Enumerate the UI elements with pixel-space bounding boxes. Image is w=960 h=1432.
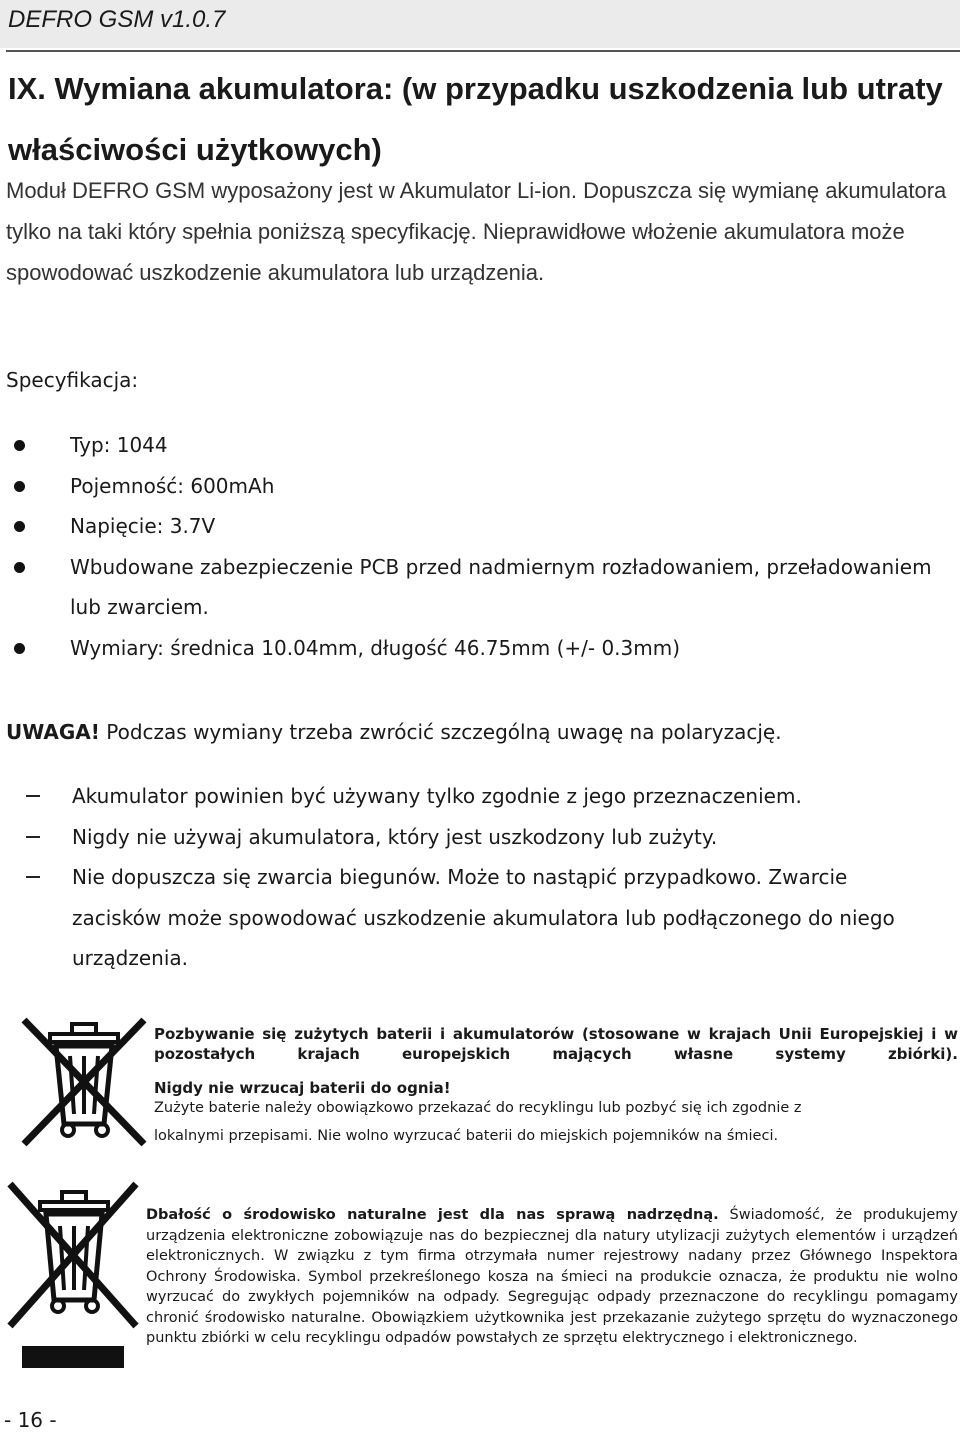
spec-list <box>0 425 960 668</box>
bullet-icon <box>14 643 25 654</box>
dash-icon <box>26 876 40 878</box>
fire-warning: Nigdy nie wrzucaj baterii do ognia! <box>154 1079 451 1097</box>
intro-paragraph: Moduł DEFRO GSM wyposażony jest w Akumulator Li-ion. Dopuszcza się wymianę akumulatora tylko na taki który spełnia poniższą specyfikację. Nieprawidłowe włożenie akumulatora może spowodować uszkodzenie akumulatora lub urządzenia. <box>6 178 947 285</box>
disposal-heading: Pozbywanie się zużytych baterii i akumulatorów (stosowane w krajach Unii Europejskiej i w pozostałych krajach europejskich mających własne systemy zbiórki). <box>154 1025 958 1063</box>
environment-text: Świadomość, że produkujemy urządzenia elektroniczne zobowiązuje nas do bezpiecznej dla natury utylizacji zużytych elementów i urządzeń elektronicznych. W związku z tym firma otrzymała numer rejestrowy nadany przez Głównego Inspektora Ochrony Środowiska. Symbol przekreślonego kosza na śmieci na produkcie oznacza, że produktu nie wolno wyrzucać do zwykłych pojemników na odpady. Segregując odpady przeznaczone do recyklingu pomagamy chronić środowisko naturalne. Obowiązkiem użytkownika jest przekazanie zużytego sprzętu do wyznaczonego punktu zbiórki w celu recyklingu odpadów powstałych ze sprzętu elektrycznego i elektronicznego. <box>146 1207 958 1346</box>
spec-item <box>0 547 940 628</box>
page-number: - 16 - <box>4 1408 57 1432</box>
spec-item-text: Wbudowane zabezpieczenie PCB przed nadmiernym rozładowaniem, przeładowaniem lub zwarciem. <box>70 554 932 619</box>
warning-text: Podczas wymiany trzeba zwrócić szczególną uwagę na polaryzację. <box>99 720 782 744</box>
environment-heading: Dbałość o środowisko naturalne jest dla nas sprawą nadrzędną. <box>146 1207 719 1223</box>
disposal-text-line-1: Zużyte baterie należy obowiązkowo przekazać do recyklingu lub pozbyć się ich zgodnie z <box>154 1100 802 1116</box>
spec-item-text: Pojemność: 600mAh <box>70 473 275 498</box>
spec-label: Specyfikacja: <box>6 368 139 392</box>
warning-paragraph <box>6 712 956 752</box>
bullet-icon <box>14 521 25 532</box>
spec-item <box>0 425 940 466</box>
warning-label: UWAGA! <box>6 720 100 744</box>
header-bar <box>0 0 960 48</box>
caution-item <box>0 817 940 858</box>
document-title: DEFRO GSM v1.0.7 <box>8 6 226 33</box>
caution-item <box>0 857 940 979</box>
caution-list <box>0 776 960 979</box>
caution-item <box>0 776 940 817</box>
bullet-icon <box>14 440 25 451</box>
weee-bin-icon <box>6 1180 140 1378</box>
battery-disposal-section <box>154 1024 958 1146</box>
spec-item <box>0 466 940 507</box>
bullet-icon <box>14 562 25 573</box>
disposal-text-line-2: lokalnymi przepisami. Nie wolno wyrzucać baterii do miejskich pojemników na śmieci. <box>154 1128 779 1144</box>
spec-item <box>0 506 940 547</box>
environment-paragraph <box>146 1205 958 1349</box>
spec-item-text: Typ: 1044 <box>70 433 168 457</box>
header-divider <box>6 50 960 52</box>
dash-icon <box>26 836 40 838</box>
spec-item-text: Wymiary: średnica 10.04mm, długość 46.75mm (+/- 0.3mm) <box>70 635 681 660</box>
dash-icon <box>26 795 40 797</box>
spec-item <box>0 628 940 669</box>
caution-text: Akumulator powinien być używany tylko zgodnie z jego przeznaczeniem. <box>72 784 802 808</box>
caution-text: Nie dopuszcza się zwarcia biegunów. Może to nastąpić przypadkowo. Zwarcie zacisków może spowodować uszkodzenie akumulatora lub podłączonego do niego urządzenia. <box>72 865 895 970</box>
bullet-icon <box>14 481 25 492</box>
spec-item-text: Napięcie: 3.7V <box>70 514 216 538</box>
section-title: IX. Wymiana akumulatora: (w przypadku uszkodzenia lub utraty właściwości użytkowych) <box>8 71 943 167</box>
crossed-bin-icon <box>20 1016 148 1148</box>
caution-text: Nigdy nie używaj akumulatora, który jest uszkodzony lub zużyty. <box>72 824 718 849</box>
